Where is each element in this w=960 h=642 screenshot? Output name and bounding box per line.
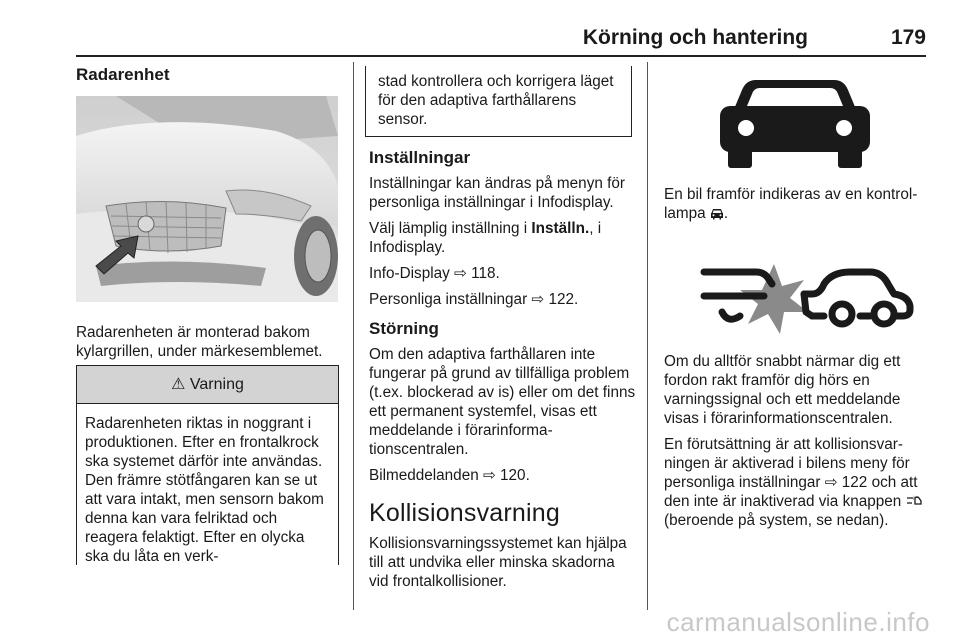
- column-3-text: [664, 352, 932, 537]
- ref1-page: 118.: [471, 265, 500, 282]
- settings-paragraph-2: [369, 219, 637, 257]
- car-indicator-icon: [710, 208, 724, 220]
- warning-box: [76, 365, 339, 565]
- collision-svg: [664, 250, 926, 342]
- settings-paragraph-1: Inställningar kan ändras på menyn för personliga inställningar i Infodisplay.: [369, 175, 625, 211]
- radar-heading: Radarenhet: [76, 65, 170, 84]
- collision-button-icon: [906, 494, 922, 508]
- warning-title: Varning: [189, 376, 244, 393]
- settings-p2-post: , i Infodisplay.: [369, 220, 602, 256]
- page-ref-arrow-icon: ⇨: [531, 291, 545, 308]
- column-divider-1: [353, 62, 354, 610]
- radar-caption: Radarenheten är monterad bakom kylargrillen, under märkesemblemet.: [76, 324, 323, 360]
- warning-header: [77, 366, 338, 404]
- settings-p2-pre: Välj lämplig inställning i: [369, 220, 532, 237]
- car-front-svg: [76, 96, 338, 302]
- section-title: Körning och hantering: [582, 26, 808, 49]
- warning-triangle-icon: ⚠: [171, 376, 186, 393]
- car-caption-pre: En bil framför indikeras av en kontrollampa: [664, 186, 918, 222]
- column-divider-2: [647, 62, 648, 610]
- column-2: [369, 148, 637, 598]
- collision-paragraph: Kollisionsvarningssystemet kan hjälpa till att undvika eller minska skadorna vid frontalkollisioner.: [369, 535, 627, 590]
- ref3-text: Bilmeddelanden: [369, 467, 479, 484]
- vehicle-messages-reference[interactable]: [369, 466, 637, 485]
- vehicle-ahead-icon-panel: [664, 68, 926, 178]
- ref1-text: Info-Display: [369, 265, 450, 282]
- fault-paragraph: Om den adaptiva farthållaren inte fungerar på grund av tillfälliga problem (t.ex. blockerad av is) eller om det finns ett permanent systemfel, visas ett meddelande i förarinformationscentralen.: [369, 346, 636, 458]
- collision-illustration: [664, 250, 926, 342]
- fault-heading: Störning: [369, 319, 439, 338]
- p2-pre: En förutsättning är att kollisionsvarningen är aktiverad i bilens meny för personliga inställningar: [664, 436, 910, 491]
- watermark: carmanualsonline.info: [666, 607, 930, 637]
- car-ahead-caption: [664, 185, 932, 223]
- car-front-icon: [664, 68, 926, 178]
- p2-post: (beroende på system, se nedan).: [664, 512, 889, 529]
- ref3-page: 120.: [500, 467, 530, 484]
- ref2-page: 122.: [548, 291, 579, 308]
- settings-heading: Inställningar: [369, 148, 471, 167]
- collision-warning-paragraph-2: [664, 435, 932, 530]
- page-ref-arrow-icon: ⇨: [824, 474, 838, 491]
- info-display-reference[interactable]: [369, 264, 637, 283]
- car-front-illustration: [76, 96, 338, 302]
- collision-heading: Kollisionsvarning: [369, 499, 560, 527]
- warning-body: Radarenheten riktas in noggrant i produktionen. Efter en frontalkrock ska systemet därför inte användas. Den främre stötfångaren kan se ut att vara intakt, men sensorn bakom denna kan vara felriktad och reagera felaktigt. Efter en olycka ska du låta en verk-: [85, 415, 324, 565]
- page-header: [76, 24, 926, 54]
- header-rule: [76, 55, 926, 57]
- warning-continuation: stad kontrollera och korrigera läget för den adaptiva farthållarens sensor.: [365, 66, 632, 137]
- p2-mid: och att den inte är inaktiverad via knappen: [664, 474, 918, 510]
- ref2-text: Personliga inställningar: [369, 291, 528, 308]
- column-1: [76, 65, 341, 85]
- collision-warning-paragraph-1: Om du alltför snabbt närmar dig ett fordon rakt framför dig hörs en varningssignal och ett meddelande visas i förarinformationscentralen.: [664, 353, 901, 427]
- car-caption-post: .: [723, 205, 729, 222]
- page-ref-arrow-icon: ⇨: [454, 265, 467, 282]
- page-ref-arrow-icon: ⇨: [482, 467, 496, 484]
- settings-menu-name: Inställn.: [531, 220, 590, 237]
- page-number: 179: [890, 26, 926, 49]
- personal-settings-reference[interactable]: [369, 290, 637, 309]
- p2-page[interactable]: 122: [841, 474, 868, 491]
